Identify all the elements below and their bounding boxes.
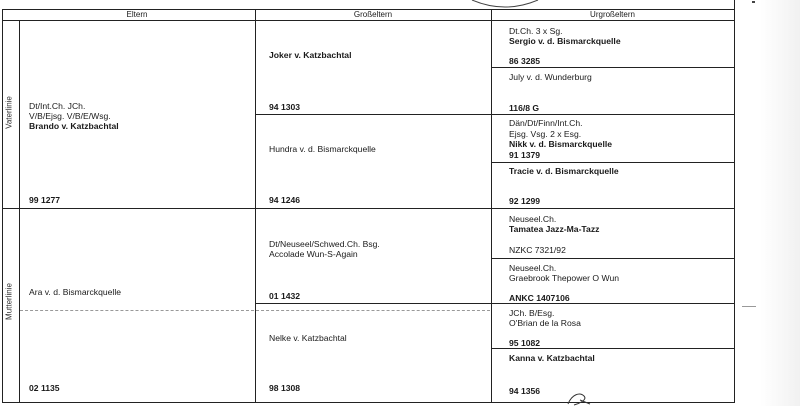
vater-ggp2-line-1: July v. d. Wunderburg [509,72,592,82]
col-divider-1 [255,9,256,403]
mutter-gp1-line-1: Dt/Neuseel/Schwed.Ch. Bsg. [269,239,380,249]
margin-dash [742,306,756,307]
vater-ggp3-line-1: Dän/Dt/Finn/Int.Ch. [509,118,583,128]
ggp-divider-5 [491,258,735,259]
table-right-border [734,0,735,403]
mutter-parent-reg: 02 1135 [29,383,60,393]
line-divider [2,208,735,209]
table-bottom-border [2,402,735,403]
mutter-ggp3-line-2: O'Brian de la Rosa [509,318,581,328]
vater-gp2-reg: 94 1246 [269,195,301,205]
vater-gp1-name: Joker v. Katzbachtal [269,50,352,60]
mutter-ggp2-line-1: Neuseel.Ch. [509,263,557,273]
mutter-gp1-line-2: Accolade Wun-S-Again [269,249,358,259]
vater-ggp2-reg: 116/8 G [509,103,540,113]
mutter-ggp2-line-2: Graebrook Thepower O Wun [509,273,620,283]
vater-ggp3-reg: 91 1379 [509,150,541,160]
mutter-ggp3-line-1: JCh. B/Esg. [509,308,555,318]
header-urgrosseltern: Urgroßeltern [590,10,635,19]
top-right-tick [752,1,755,3]
vater-parent-line-1: Dt/Int.Ch. JCh. [29,101,86,111]
vater-parent-reg: 99 1277 [29,195,61,205]
mutter-parent-name: Ara v. d. Bismarckquelle [29,287,122,297]
mutter-ggp1-line-1: Neuseel.Ch. [509,214,557,224]
mutter-ggp3-reg: 95 1082 [509,338,541,348]
page-edge-shadow [760,0,800,406]
ggp-divider-7 [491,348,735,349]
ggp-divider-1 [491,67,735,68]
vater-parent-line-2: V/B/Ejsg. V/B/E/Wsg. [29,111,111,121]
side-label-vaterlinie: Vaterlinie [4,96,14,129]
mutter-ggp1-line-2: Tamatea Jazz-Ma-Tazz [509,224,600,234]
side-label-mutterlinie: Mutterlinie [4,283,14,320]
mutter-ggp4-reg: 94 1356 [509,386,541,396]
gp-divider-vater [255,114,735,115]
vater-gp1-reg: 94 1303 [269,102,301,112]
side-column-divider [19,20,20,403]
vater-ggp1-line-2: Sergio v. d. Bismarckquelle [509,36,621,46]
handwritten-mark [566,392,592,406]
col-divider-2 [491,9,492,403]
ggp-divider-3 [491,162,735,163]
vater-ggp1-line-1: Dt.Ch. 3 x Sg. [509,26,563,36]
vater-ggp4-line-1: Tracie v. d. Bismarckquelle [509,166,619,176]
mutter-ggp4-line-1: Kanna v. Katzbachtal [509,353,595,363]
gp-divider-mutter [255,303,735,304]
header-eltern: Eltern [126,10,148,19]
mutter-ggp2-reg: ANKC 1407106 [509,293,570,303]
header-grosseltern: Großeltern [353,10,393,19]
vater-gp2-name: Hundra v. d. Bismarckquelle [269,144,376,154]
mutter-gp2-reg: 98 1308 [269,383,301,393]
vater-ggp1-reg: 86 3285 [509,56,541,66]
vater-ggp4-reg: 92 1299 [509,196,541,206]
mutter-ggp1-reg: NZKC 7321/92 [509,245,566,255]
table-left-border [2,9,3,403]
mutter-gp1-reg: 01 1432 [269,291,301,301]
scan-artifact-line [20,310,490,311]
mutter-gp2-name: Nelke v. Katzbachtal [269,333,347,343]
header-bottom-border [2,20,735,21]
vater-ggp3-line-2: Ejsg. Vsg. 2 x Esg. [509,129,582,139]
vater-parent-name: Brando v. Katzbachtal [29,121,119,131]
vater-ggp3-line-3: Nikk v. d. Bismarckquelle [509,139,613,149]
